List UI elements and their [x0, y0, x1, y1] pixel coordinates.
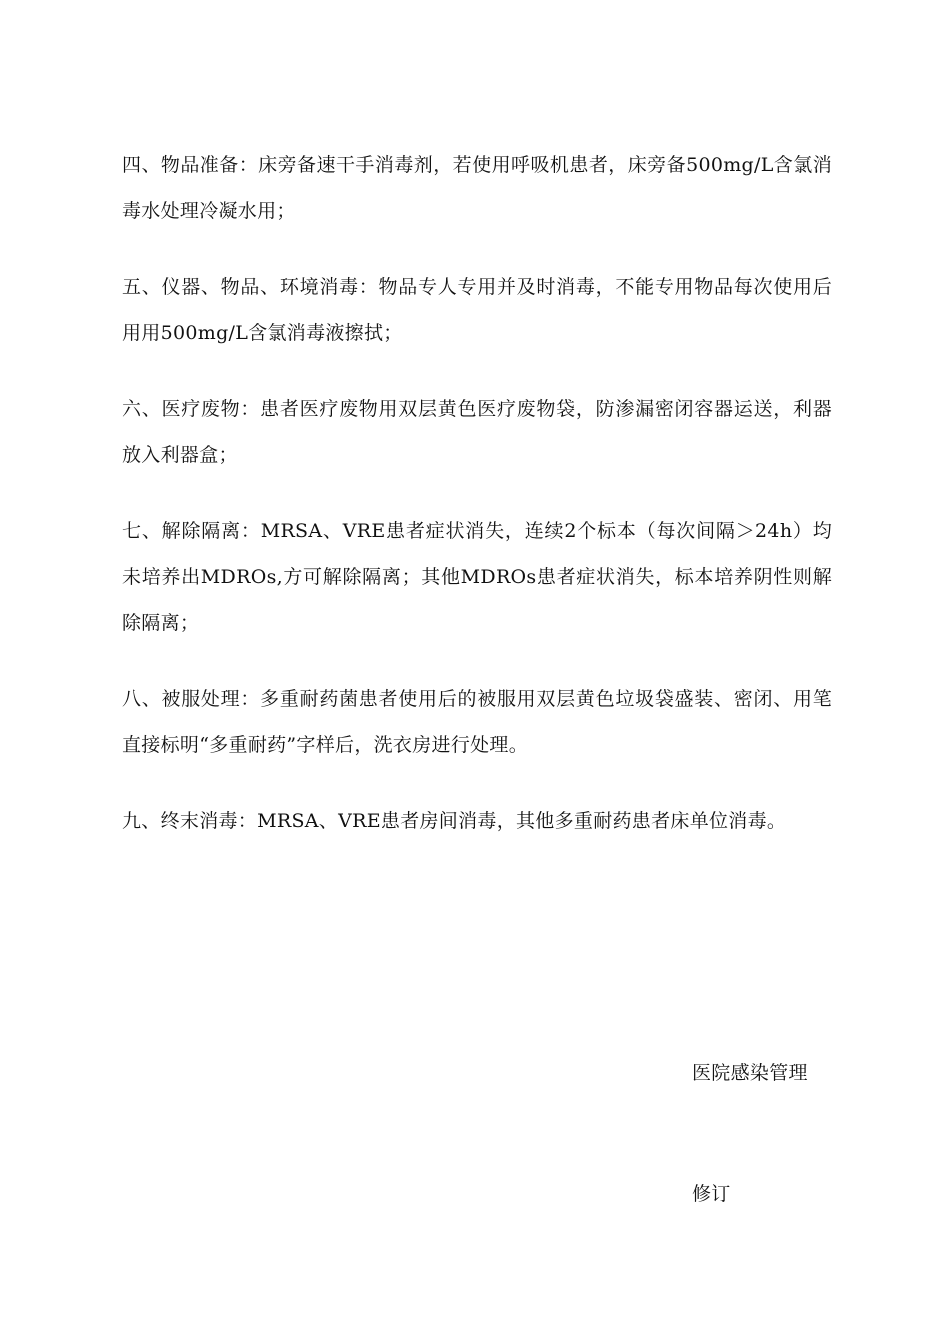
signature-revision: 修订 — [692, 1183, 731, 1205]
section-item-medical-waste: 六、医疗废物：患者医疗废物用双层黄色医疗废物袋，防渗漏密闭容器运送，利器放入利器盒； — [122, 398, 832, 466]
section-item-materials-preparation: 四、物品准备：床旁备速干手消毒剂，若使用呼吸机患者，床旁备500mg/L含氯消毒水处理冷凝水用； — [122, 154, 832, 222]
signature-department: 医院感染管理 — [692, 1062, 808, 1084]
section-item-bedding-handling: 八、被服处理：多重耐药菌患者使用后的被服用双层黄色垃圾袋盛装、密闭、用笔直接标明“多重耐药”字样后，洗衣房进行处理。 — [122, 688, 832, 756]
section-item-terminal-disinfection: 九、终末消毒：MRSA、VRE患者房间消毒，其他多重耐药患者床单位消毒。 — [122, 810, 787, 832]
section-item-isolation-release: 七、解除隔离：MRSA、VRE患者症状消失，连续2个标本（每次间隔＞24h）均未培养出MDROs,方可解除隔离；其他MDROs患者症状消失，标本培养阴性则解除隔离； — [122, 520, 832, 634]
section-item-equipment-disinfection: 五、仪器、物品、环境消毒：物品专人专用并及时消毒，不能专用物品每次使用后用用500mg/L含氯消毒液擦拭； — [122, 276, 832, 344]
